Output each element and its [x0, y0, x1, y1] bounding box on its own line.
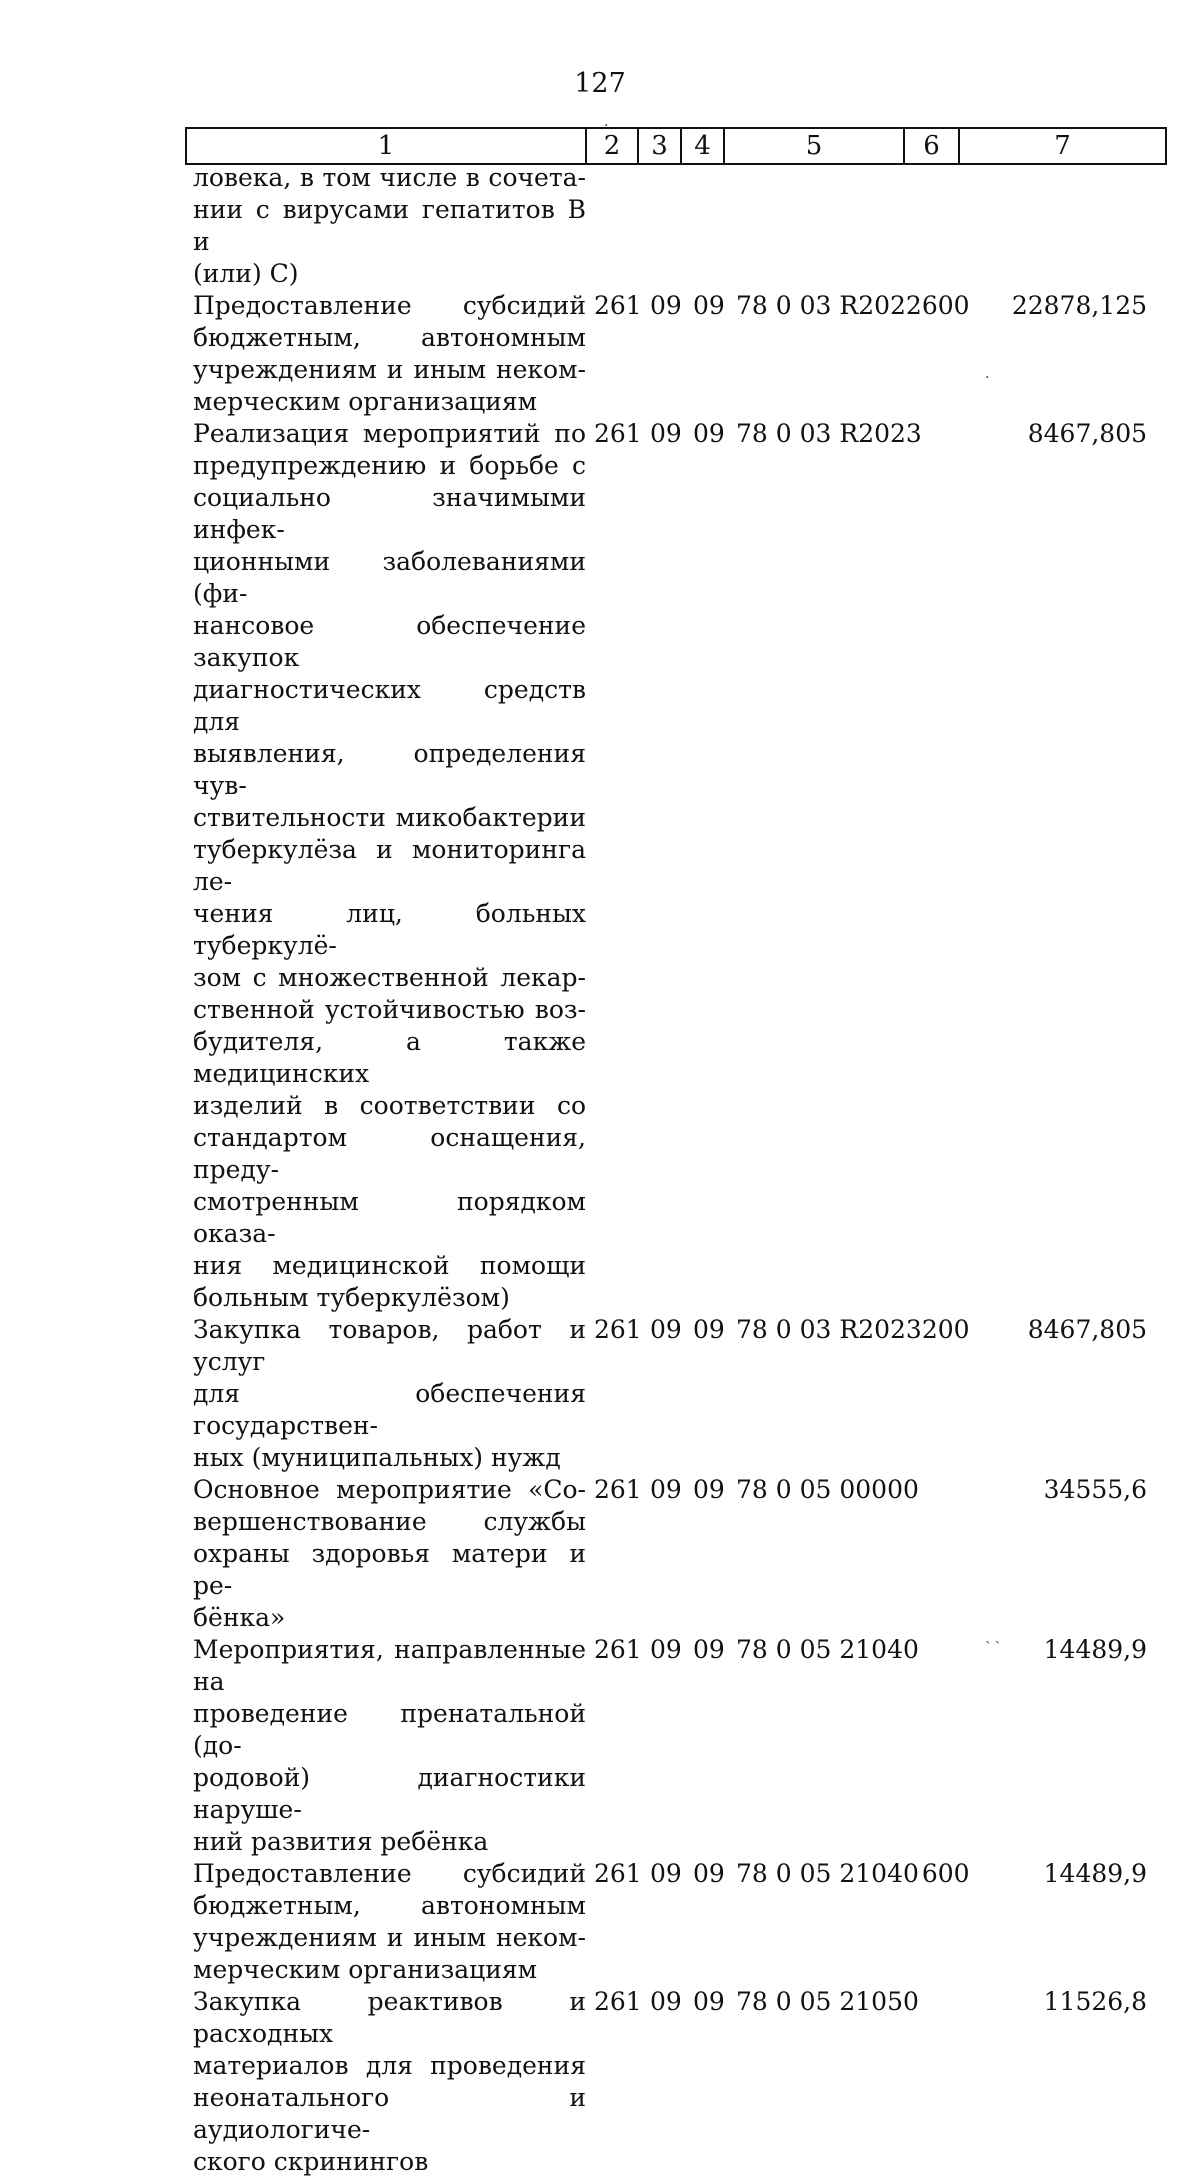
row-code-expense-type: [922, 162, 1012, 290]
description-line: предупреждению и борьбе с: [193, 451, 586, 480]
row-amount: 14489,9: [1043, 1635, 1148, 1664]
scan-speck: ՝ ՝: [985, 1640, 1000, 1656]
description-line: мерческим организациям: [193, 1955, 538, 1984]
description-line: бюджетным, автономным: [193, 323, 586, 352]
description-line: туберкулёза и мониторинга ле-: [193, 835, 586, 896]
row-description: [193, 1314, 594, 1474]
description-line: изделий в соответствии со: [193, 1091, 586, 1120]
description-line: Предоставление субсидий: [193, 1859, 586, 1888]
row-code-expense-type: [922, 1474, 1012, 1634]
table-row: [193, 1858, 1147, 1986]
description-line: больным туберкулёзом): [193, 1283, 510, 1312]
row-code-section: 09: [650, 1475, 682, 1504]
row-amount: 8467,805: [1027, 419, 1148, 448]
description-line: ционными заболеваниями (фи-: [193, 547, 586, 608]
row-code-expense-type: [922, 418, 1012, 1314]
description-line: для обеспечения государствен-: [193, 1379, 586, 1440]
row-code-target: 78 0 03 R2022: [736, 291, 922, 320]
description-line: бюджетным, автономным: [193, 1891, 586, 1920]
description-line: неонатального и аудиологиче-: [193, 2083, 586, 2144]
row-description: [193, 1986, 594, 2178]
table-row: [193, 1634, 1147, 1858]
row-code-section: 09: [650, 1635, 682, 1664]
budget-table: [193, 162, 1147, 2178]
row-amount: 14489,9: [1043, 1859, 1148, 1888]
row-amount: 22878,125: [1011, 291, 1148, 320]
description-line: (или) С): [193, 259, 299, 288]
header-col-7: 7: [959, 128, 1166, 164]
description-line: социально значимыми инфек-: [193, 483, 586, 544]
description-line: чения лиц, больных туберкулё-: [193, 899, 586, 960]
row-code-admin: 261: [594, 419, 642, 448]
description-line: нии с вирусами гепатитов В и: [193, 195, 586, 256]
row-code-admin: 261: [594, 291, 642, 320]
header-col-2: 2: [586, 128, 638, 164]
row-code-subsection: 09: [693, 419, 725, 448]
budget-table-body: [193, 162, 1147, 2178]
row-code-admin: [594, 162, 650, 290]
row-code-target: 78 0 05 21050: [736, 1987, 919, 2016]
row-amount: 11526,8: [1043, 1987, 1148, 2016]
row-code-section: [650, 162, 693, 290]
description-line: ловека, в том числе в сочета-: [193, 163, 586, 192]
row-code-subsection: 09: [693, 1475, 725, 1504]
description-line: Закупка реактивов и расходных: [193, 1987, 586, 2048]
row-code-target: 78 0 05 21040: [736, 1859, 919, 1888]
table-row: [193, 1986, 1147, 2178]
table-row: [193, 290, 1147, 418]
row-code-subsection: 09: [693, 1635, 725, 1664]
scan-speck: ·: [985, 370, 990, 386]
row-code-subsection: [693, 162, 736, 290]
header-col-1: 1: [186, 128, 586, 164]
row-code-section: 09: [650, 1859, 682, 1888]
header-col-4: 4: [681, 128, 724, 164]
row-code-target: 78 0 03 R2023: [736, 419, 922, 448]
row-code-expense-type: [922, 1986, 1012, 2178]
description-line: Основное мероприятие «Со-: [193, 1475, 586, 1504]
description-line: Закупка товаров, работ и услуг: [193, 1315, 586, 1376]
row-description: [193, 1634, 594, 1858]
row-code-target: 78 0 05 00000: [736, 1475, 919, 1504]
scan-speck: ·: [604, 118, 609, 134]
description-line: диагностических средств для: [193, 675, 586, 736]
description-line: Предоставление субсидий: [193, 291, 586, 320]
row-description: [193, 1858, 594, 1986]
description-line: ского скринингов: [193, 2147, 429, 2176]
header-col-5: 5: [724, 128, 904, 164]
description-line: ний развития ребёнка: [193, 1827, 489, 1856]
row-description: [193, 418, 594, 1314]
row-description: [193, 290, 594, 418]
row-code-admin: 261: [594, 1315, 642, 1344]
header-col-6: 6: [904, 128, 959, 164]
row-code-section: 09: [650, 419, 682, 448]
row-description: [193, 162, 594, 290]
description-line: ных (муниципальных) нужд: [193, 1443, 561, 1472]
row-code-section: 09: [650, 1315, 682, 1344]
description-line: будителя, а также медицинских: [193, 1027, 586, 1088]
row-code-admin: 261: [594, 1475, 642, 1504]
description-line: учреждениям и иным неком-: [193, 355, 586, 384]
description-line: родовой) диагностики наруше-: [193, 1763, 586, 1824]
description-line: выявления, определения чув-: [193, 739, 586, 800]
table-row: [193, 1474, 1147, 1634]
description-line: стандартом оснащения, преду-: [193, 1123, 586, 1184]
description-line: охраны здоровья матери и ре-: [193, 1539, 586, 1600]
description-line: вершенствование службы: [193, 1507, 586, 1536]
row-code-expense-type: 600: [921, 291, 970, 320]
row-code-subsection: 09: [693, 291, 725, 320]
row-amount: 34555,6: [1043, 1475, 1148, 1504]
row-code-target: [736, 162, 922, 290]
description-line: Мероприятия, направленные на: [193, 1635, 586, 1696]
row-code-section: 09: [650, 1987, 682, 2016]
row-code-expense-type: 600: [921, 1859, 970, 1888]
row-code-subsection: 09: [693, 1859, 725, 1888]
description-line: материалов для проведения: [193, 2051, 586, 2080]
page-number: 127: [574, 68, 626, 99]
description-line: смотренным порядком оказа-: [193, 1187, 586, 1248]
row-code-admin: 261: [594, 1635, 642, 1664]
table-row: [193, 162, 1147, 290]
description-line: мерческим организациям: [193, 387, 538, 416]
row-code-expense-type: [922, 1634, 1012, 1858]
header-col-3: 3: [638, 128, 681, 164]
row-amount: 8467,805: [1027, 1315, 1148, 1344]
description-line: ствительности микобактерии: [193, 803, 586, 832]
row-description: [193, 1474, 594, 1634]
row-code-section: 09: [650, 291, 682, 320]
description-line: зом с множественной лекар-: [193, 963, 586, 992]
description-line: учреждениям и иным неком-: [193, 1923, 586, 1952]
table-row: [193, 418, 1147, 1314]
table-row: [193, 1314, 1147, 1474]
description-line: Реализация мероприятий по: [193, 419, 586, 448]
table-header: [185, 127, 1167, 165]
row-amount: [1012, 162, 1147, 290]
row-code-expense-type: 200: [921, 1315, 970, 1344]
description-line: ния медицинской помощи: [193, 1251, 586, 1280]
row-code-subsection: 09: [693, 1315, 725, 1344]
row-code-target: 78 0 03 R2023: [736, 1315, 922, 1344]
description-line: бёнка»: [193, 1603, 286, 1632]
row-code-admin: 261: [594, 1987, 642, 2016]
description-line: проведение пренатальной (до-: [193, 1699, 586, 1760]
row-code-target: 78 0 05 21040: [736, 1635, 919, 1664]
description-line: нансовое обеспечение закупок: [193, 611, 586, 672]
description-line: ственной устойчивостью воз-: [193, 995, 586, 1024]
row-code-subsection: 09: [693, 1987, 725, 2016]
row-code-admin: 261: [594, 1859, 642, 1888]
